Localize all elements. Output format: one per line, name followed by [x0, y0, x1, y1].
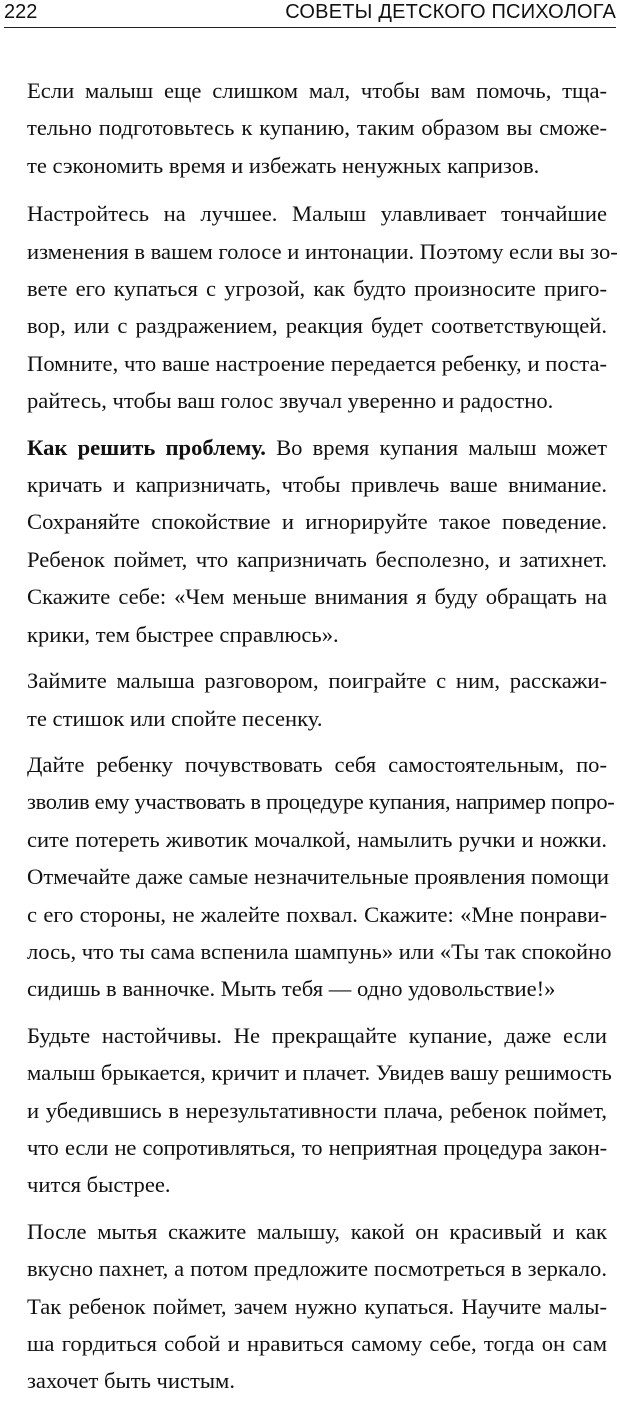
text-line: После мытья скажите малышу, какой он красивый и как: [27, 1218, 607, 1244]
text-line: сидишь в ванночке. Мыть тебя — одно удовольствие!»: [27, 976, 556, 1002]
paragraph: [27, 429, 607, 653]
text-span: Во время купания малыш может: [265, 434, 607, 460]
text-line: Дайте ребенку почувствовать себя самостоятельным, по-: [27, 751, 607, 777]
text-line: захочет быть чистым.: [27, 1368, 235, 1394]
text-line: Сохраняйте спокойствие и игнорируйте такое поведение.: [27, 509, 607, 535]
text-line: вкусно пахнет, а потом предложите посмотреться в зеркало.: [27, 1256, 607, 1282]
text-line: Будьте настойчивы. Не прекращайте купание, даже если: [27, 1022, 607, 1048]
text-line: Так ребенок поймет, зачем нужно купаться. Научите малы-: [27, 1293, 607, 1319]
text-line: Скажите себе: «Чем меньше внимания я буду обращать на: [27, 584, 607, 610]
page-number: 222: [4, 1, 38, 23]
text-line: зволив ему участвовать в процедуре купания, например попро-: [27, 789, 615, 815]
text-line: ша гордиться собой и нравиться самому себе, тогда он сам: [27, 1331, 607, 1356]
paragraph: [27, 1213, 607, 1400]
text-line: [27, 429, 607, 466]
paragraph: [27, 662, 607, 737]
text-line: Помните, что ваше настроение передается ребенку, и поста-: [27, 350, 607, 376]
text-line: чится быстрее.: [27, 1172, 171, 1198]
text-line: Займите малыша разговором, поиграйте с ним, расскажи-: [27, 668, 607, 694]
text-line: вете его купаться с угрозой, как будто произносите приго-: [27, 276, 607, 302]
text-line: тельно подготовьтесь к купанию, таким образом вы сможе-: [27, 115, 607, 141]
text-line: крики, тем быстрее справлюсь».: [27, 621, 339, 647]
text-line: сите потереть животик мочалкой, намылить ручки и ножки.: [27, 826, 607, 852]
text-line: Настройтесь на лучшее. Малыш улавливает тончайшие: [27, 201, 607, 227]
text-line: вор, или с раздражением, реакция будет соответствующей.: [27, 313, 607, 339]
text-line: те сэкономить время и избежать ненужных капризов.: [27, 152, 540, 178]
text-line: лось, что ты сама вспенила шампунь» или «Ты так спокойно: [27, 938, 612, 964]
paragraph: [27, 746, 615, 1008]
paragraph: [27, 195, 618, 419]
running-head: СОВЕТЫ ДЕТСКОГО ПСИХОЛОГА: [285, 1, 616, 23]
text-line: кричать и капризничать, чтобы привлечь ваше внимание.: [27, 472, 607, 498]
text-line: Отмечайте даже самые незначительные проявления помощи: [27, 864, 609, 890]
text-line: райтесь, чтобы ваш голос звучал уверенно и радостно.: [27, 388, 554, 414]
text-line: с его стороны, не жалейте похвал. Скажите: «Мне понрави-: [27, 901, 607, 927]
header-rule: [4, 27, 616, 28]
page-header: [4, 0, 616, 30]
text-line: что если не сопротивляться, то неприятная процедура закон-: [27, 1134, 607, 1160]
paragraph: [27, 1017, 612, 1204]
text-line: малыш брыкается, кричит и плачет. Увидев вашу решимость: [27, 1060, 612, 1086]
text-line: изменения в вашем голосе и интонации. Поэтому если вы зо-: [27, 238, 618, 264]
body-text: [27, 72, 618, 1409]
text-line: Ребенок поймет, что капризничать бесполезно, и затихнет.: [27, 546, 607, 572]
text-line: Если малыш еще слишком мал, чтобы вам помочь, тща-: [27, 78, 607, 103]
text-line: те стишок или спойте песенку.: [27, 705, 323, 731]
text-line: и убедившись в нерезультативности плача, ребенок поймет,: [27, 1097, 607, 1123]
paragraph: [27, 72, 607, 184]
bold-lead: Как решить проблему.: [27, 434, 266, 460]
